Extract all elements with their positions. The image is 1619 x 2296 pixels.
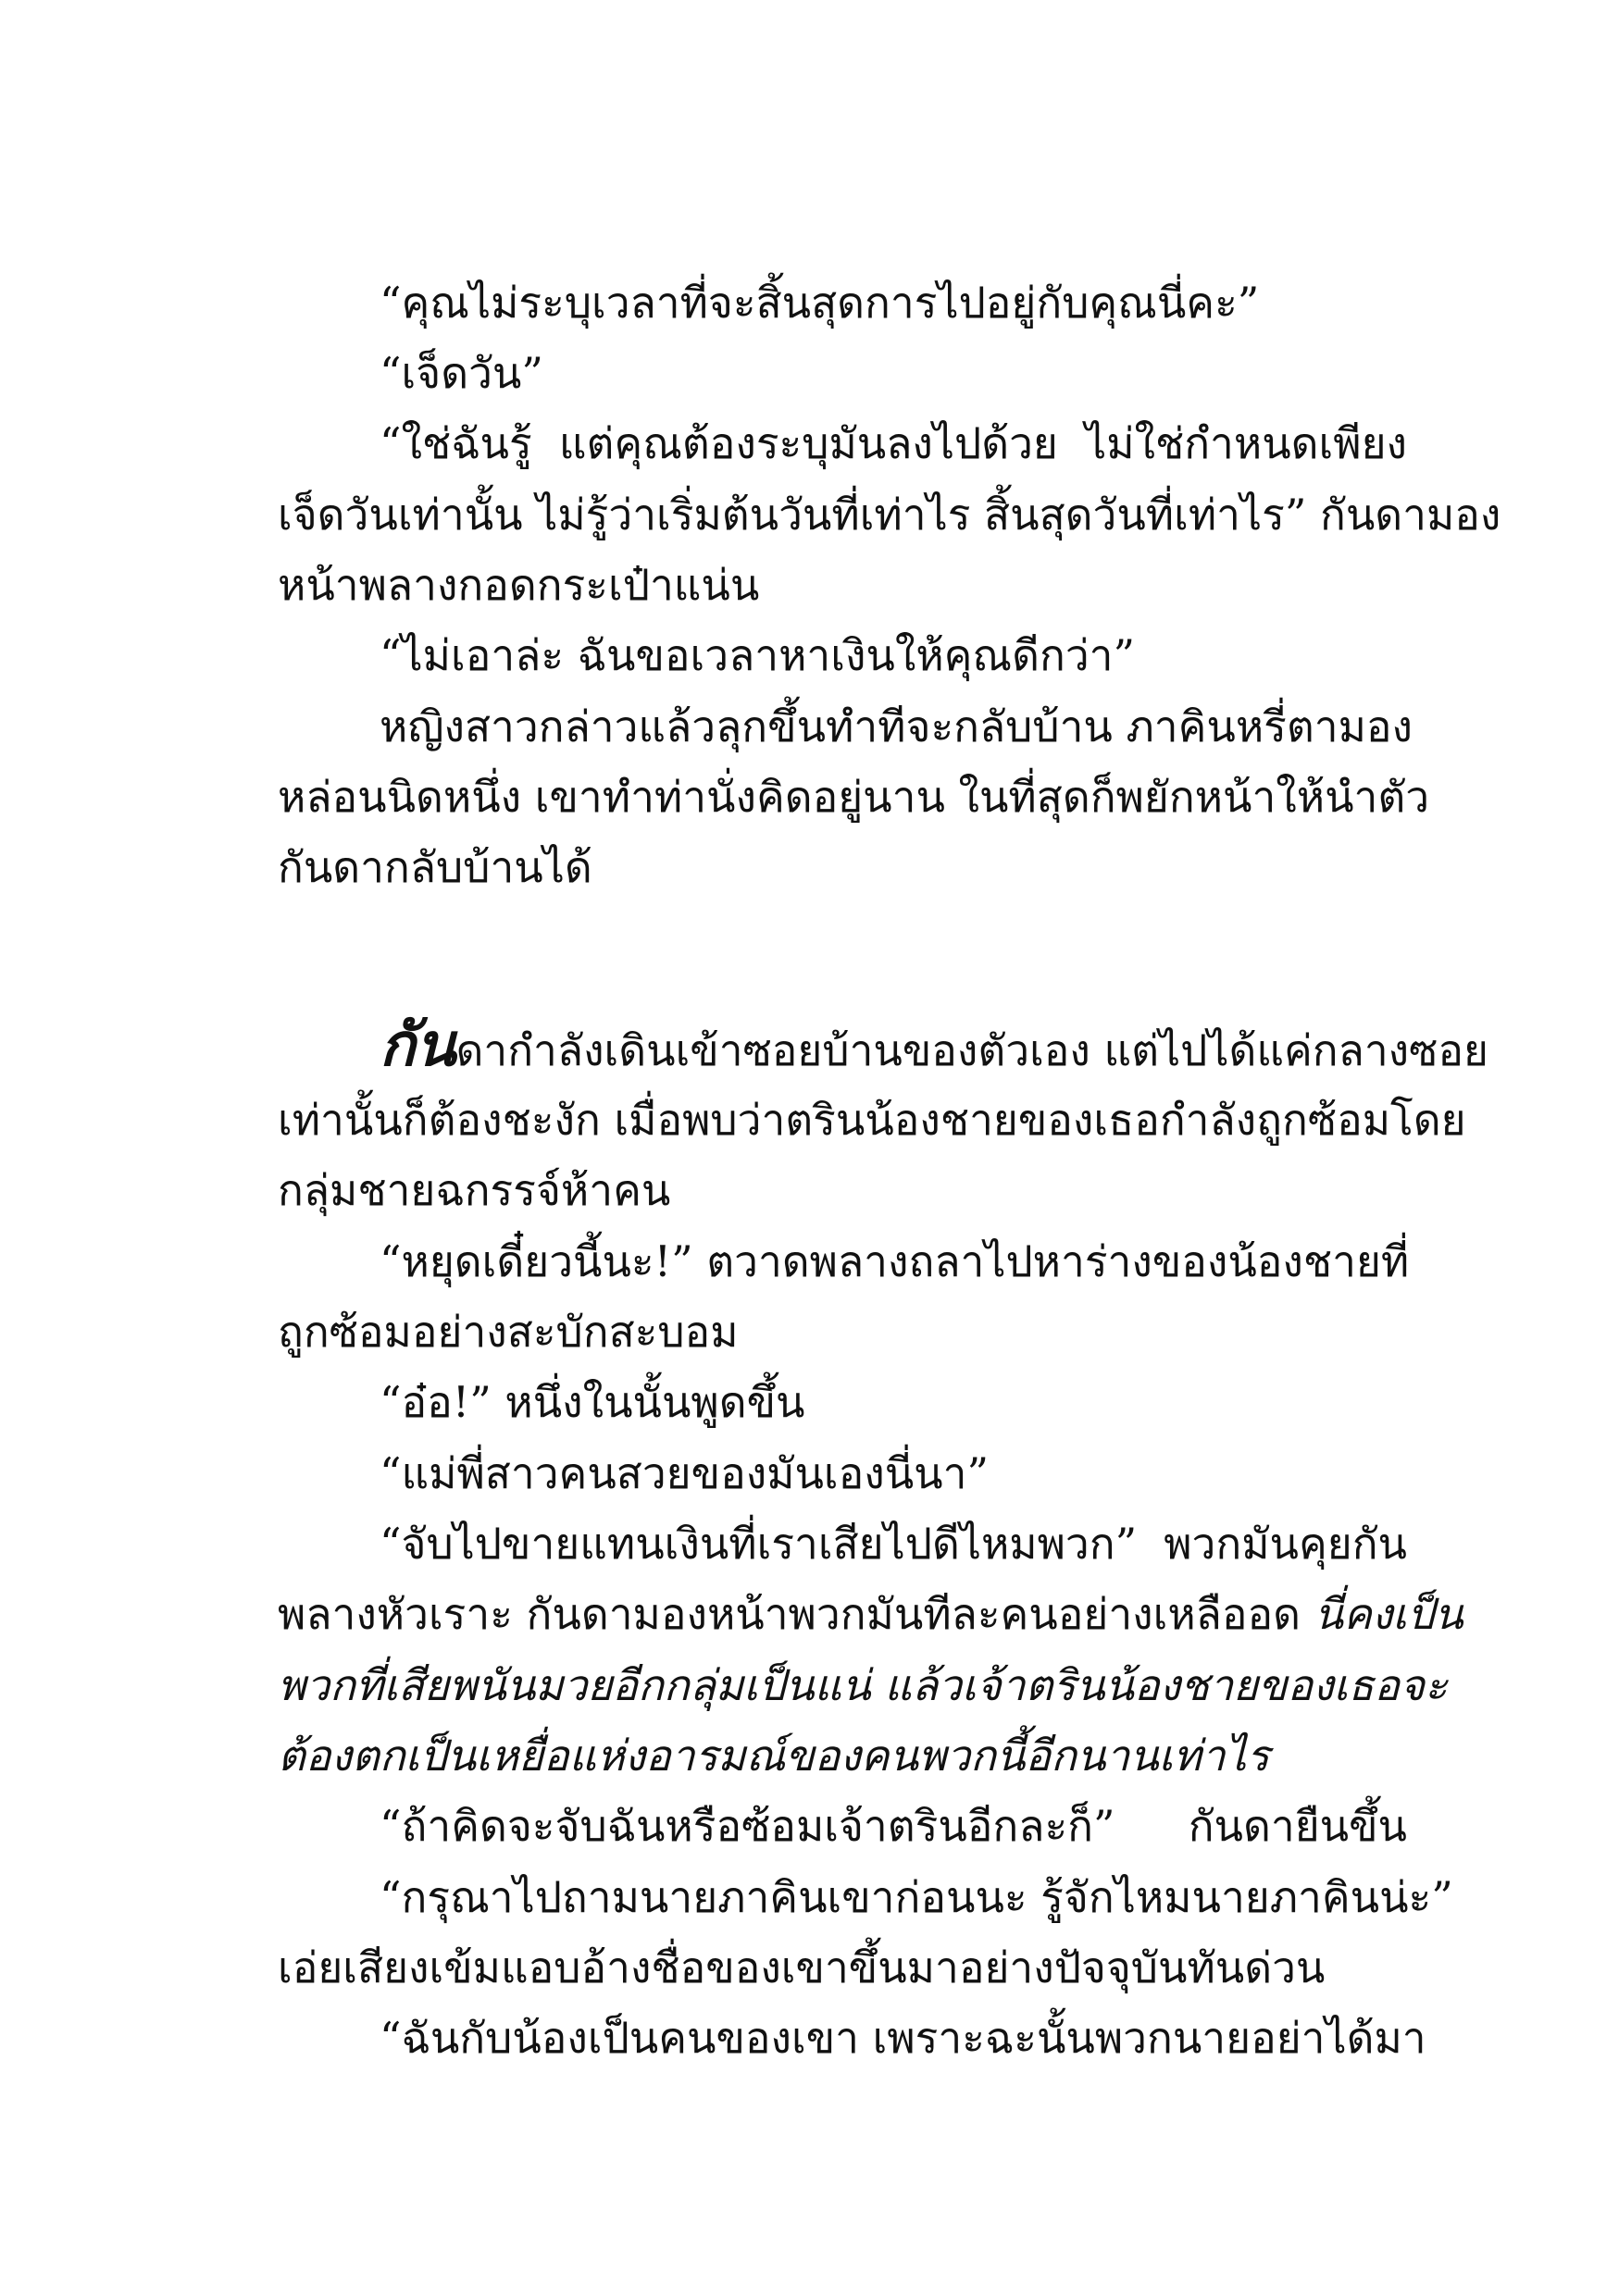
text-line: เท่านั้นก็ต้องชะงัก เมื่อพบว่าตรินน้องชายของเธอกำลังถูกซ้อมโดย [278,1095,1466,1145]
text-span: ดากำลังเดินเข้าซอยบ้านของตัวเอง แต่ไปได้แค่กลางซอย [455,1025,1488,1075]
text-line [278,1586,1463,1642]
text-line: “ฉันกับน้องเป็นคนของเขา เพราะฉะนั้นพวกนายอย่าได้มา [380,2013,1426,2063]
italic-thought: พวกที่เสียพนันมวยอีกกลุ่มเป็นแน่ แล้วเจ้าตรินน้องชายของเธอจะ [278,1660,1448,1710]
text-line: ถูกซ้อมอย่างสะบักสะบอม [278,1307,739,1357]
text-line: “ถ้าคิดจะจับฉันหรือซ้อมเจ้าตรินอีกละก็” กันดายืนขึ้น [380,1801,1407,1851]
text-line: กันดากลับบ้านได้ [278,842,592,892]
text-line: “กรุณาไปถามนายภาคินเขาก่อนนะ รู้จักไหมนายภาคินน่ะ” [380,1872,1453,1922]
text-line: กลุ่มชายฉกรรจ์ห้าคน [278,1165,671,1215]
italic-thought: ต้องตกเป็นเหยื่อแห่งอารมณ์ของคนพวกนี้อีกนานเท่าไร [278,1731,1270,1781]
text-line: “อ๋อ!” หนึ่งในนั้นพูดขึ้น [380,1377,805,1427]
text-line: “แม่พี่สาวคนสวยของมันเองนี่นา” [380,1448,989,1498]
text-line: หน้าพลางกอดกระเป๋าแน่น [278,560,760,610]
text-line: “เจ็ดวัน” [380,348,543,398]
text-line: หญิงสาวกล่าวแล้วลุกขึ้นทำทีจะกลับบ้าน ภาคินหรี่ตามอง [380,701,1413,751]
text-line [380,1011,1488,1080]
text-span: พลางหัวเราะ กันดามองหน้าพวกมันทีละคนอย่างเหลืออด [278,1589,1314,1639]
text-line: “คุณไม่ระบุเวลาที่จะสิ้นสุดการไปอยู่กับคุณนี่คะ” [380,278,1260,328]
italic-thought: นี่คงเป็น [1314,1589,1463,1639]
text-line: เจ็ดวันเท่านั้น ไม่รู้ว่าเริ่มต้นวันที่เท่าไร สิ้นสุดวันที่เท่าไร” กันดามอง [278,490,1501,540]
text-line: “หยุดเดี๋ยวนี้นะ!” ตวาดพลางถลาไปหาร่างของน้องชายที่ [380,1236,1410,1286]
text-line: เอ่ยเสียงเข้มแอบอ้างชื่อของเขาขึ้นมาอย่างปัจจุบันทันด่วน [278,1942,1326,1992]
text-line: “ไม่เอาล่ะ ฉันขอเวลาหาเงินให้คุณดีกว่า” [380,630,1136,680]
text-line: “ใช่ฉันรู้ แต่คุณต้องระบุมันลงไปด้วย ไม่ใช่กำหนดเพียง [380,418,1407,468]
text-line: หล่อนนิดหนึ่ง เขาทำท่านั่งคิดอยู่นาน ในที่สุดก็พยักหน้าให้นำตัว [278,772,1430,822]
text-line: “จับไปขายแทนเงินที่เราเสียไปดีไหมพวก” พวกมันคุยกัน [380,1519,1407,1569]
section-initial-word: กัน [380,1011,456,1080]
